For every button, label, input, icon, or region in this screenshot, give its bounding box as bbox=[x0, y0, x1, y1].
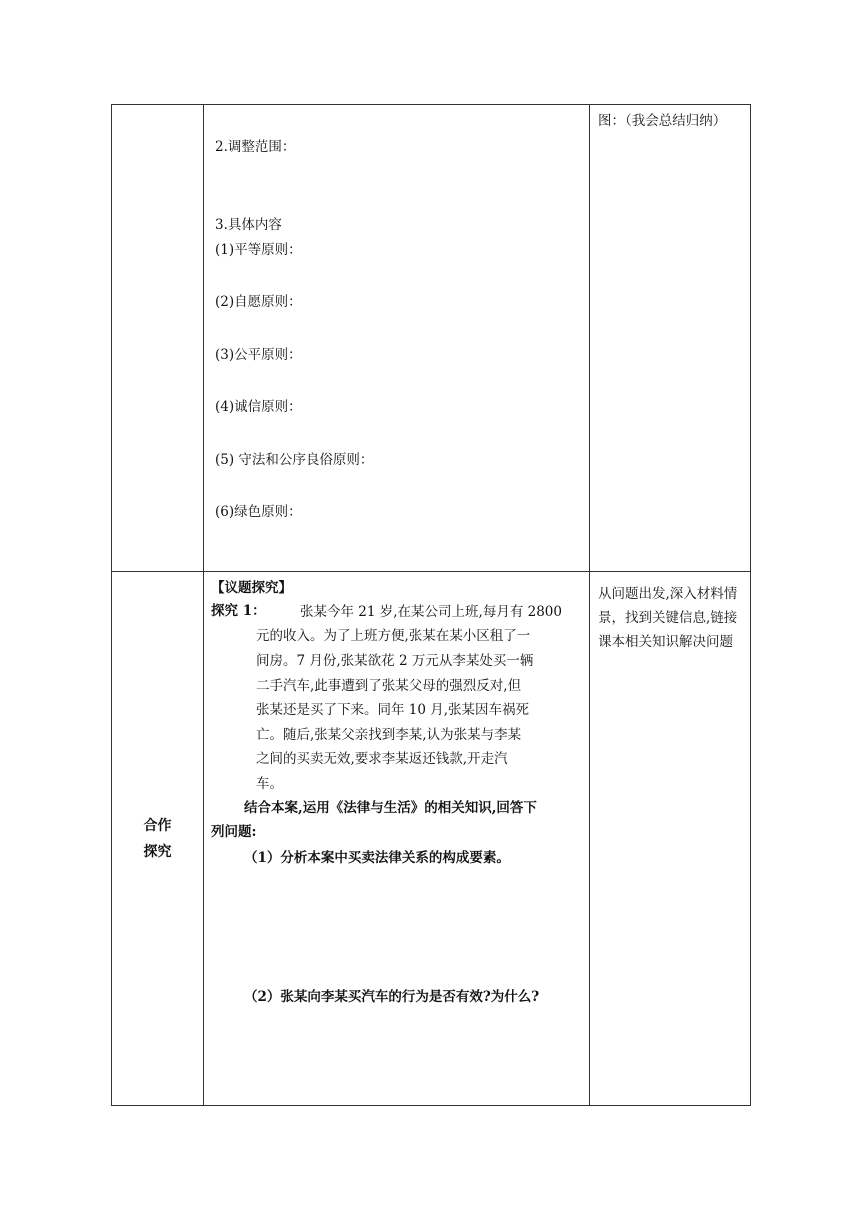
category-cell-inquiry bbox=[112, 572, 204, 1106]
lesson-table bbox=[111, 104, 751, 1106]
case-text-line: 元的收入。为了上班方便,张某在某小区租了一 bbox=[256, 628, 531, 644]
content-cell-principles bbox=[204, 105, 590, 572]
line-principle-law-order: (5) 守法和公序良俗原则： bbox=[215, 452, 374, 468]
category-label-line2: 探究 bbox=[143, 843, 172, 860]
line-adjust-scope: 2.调整范围： bbox=[215, 139, 296, 155]
case-label: 探究 1： bbox=[211, 603, 266, 619]
side-cell-summary bbox=[590, 105, 751, 572]
table-row-inquiry bbox=[112, 572, 751, 1106]
case-text-line: 间房。7 月份,张某欲花 2 万元从李某处买一辆 bbox=[256, 653, 534, 669]
line-principle-voluntary: (2)自愿原则： bbox=[215, 294, 302, 310]
case-text-line: 二手汽车,此事遭到了张某父母的强烈反对,但 bbox=[256, 678, 522, 694]
case-text-line: 张某还是买了下来。同年 10 月,张某因车祸死 bbox=[256, 702, 530, 718]
table-row-principles bbox=[112, 105, 751, 572]
case-text-line: 张某今年 21 岁,在某公司上班,每月有 2800 bbox=[300, 604, 562, 620]
summary-heading: 图：（我会总结归纳） bbox=[598, 113, 727, 129]
section-title: 【议题探究】 bbox=[211, 580, 292, 596]
method-note: 从问题出发,深入材料情景，找到关键信息,链接课本相关知识解决问题 bbox=[598, 586, 738, 650]
line-specific-content: 3.具体内容 bbox=[215, 217, 282, 233]
question-2: （2）张某向李某买汽车的行为是否有效?为什么? bbox=[244, 989, 540, 1005]
line-principle-good-faith: (4)诚信原则： bbox=[215, 399, 302, 415]
line-principle-equality: (1)平等原则： bbox=[215, 242, 302, 258]
case-text-line: 之间的买卖无效,要求李某返还钱款,开走汽 bbox=[256, 751, 508, 767]
case-text-line: 亡。随后,张某父亲找到李某,认为张某与李某 bbox=[256, 727, 522, 743]
line-principle-green: (6)绿色原则： bbox=[215, 504, 302, 520]
category-label-line1: 合作 bbox=[143, 817, 172, 834]
instruction-line: 结合本案,运用《法律与生活》的相关知识,回答下 bbox=[244, 800, 537, 816]
line-principle-fairness: (3)公平原则： bbox=[215, 347, 302, 363]
instruction-line: 列问题: bbox=[211, 824, 257, 840]
question-1: （1）分析本案中买卖法律关系的构成要素。 bbox=[244, 850, 510, 866]
case-text-line: 车。 bbox=[256, 776, 283, 792]
content-cell-inquiry bbox=[204, 572, 590, 1106]
category-cell-empty bbox=[112, 105, 204, 572]
side-cell-method bbox=[590, 572, 751, 1106]
